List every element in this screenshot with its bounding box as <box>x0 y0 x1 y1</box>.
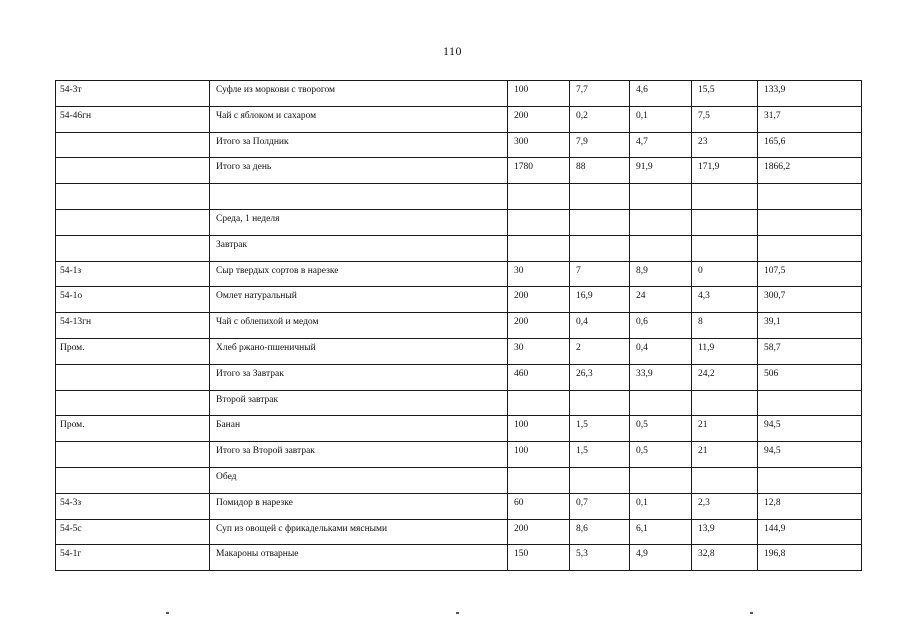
weight-cell <box>508 390 570 416</box>
fat-cell <box>630 209 692 235</box>
fat-cell <box>630 184 692 210</box>
protein-cell <box>570 467 630 493</box>
table-row <box>56 158 862 184</box>
dish-name-cell: Обед <box>210 467 508 493</box>
dish-name-cell: Помидор в нарезке <box>210 493 508 519</box>
dish-name-cell: Среда, 1 неделя <box>210 209 508 235</box>
carbs-cell: 15,5 <box>692 81 758 107</box>
energy-cell <box>758 209 862 235</box>
energy-cell: 107,5 <box>758 261 862 287</box>
table-row <box>56 364 862 390</box>
dish-name-cell: Сыр твердых сортов в нарезке <box>210 261 508 287</box>
table-row <box>56 132 862 158</box>
weight-cell: 1780 <box>508 158 570 184</box>
fat-cell: 0,5 <box>630 416 692 442</box>
protein-cell: 0,2 <box>570 106 630 132</box>
energy-cell: 94,5 <box>758 416 862 442</box>
weight-cell <box>508 184 570 210</box>
fat-cell: 91,9 <box>630 158 692 184</box>
dish-name-cell: Макароны отварные <box>210 545 508 571</box>
dish-name-cell: Итого за день <box>210 158 508 184</box>
dish-name-cell <box>210 184 508 210</box>
protein-cell: 2 <box>570 338 630 364</box>
weight-cell: 100 <box>508 81 570 107</box>
table-row <box>56 184 862 210</box>
protein-cell: 88 <box>570 158 630 184</box>
carbs-cell: 13,9 <box>692 519 758 545</box>
fat-cell: 4,9 <box>630 545 692 571</box>
fat-cell <box>630 467 692 493</box>
energy-cell <box>758 390 862 416</box>
page-number: 110 <box>442 44 463 58</box>
carbs-cell: 2,3 <box>692 493 758 519</box>
carbs-cell: 0 <box>692 261 758 287</box>
protein-cell <box>570 184 630 210</box>
protein-cell: 0,4 <box>570 313 630 339</box>
protein-cell: 5,3 <box>570 545 630 571</box>
weight-cell: 300 <box>508 132 570 158</box>
carbs-cell: 23 <box>692 132 758 158</box>
protein-cell: 7,7 <box>570 81 630 107</box>
weight-cell: 150 <box>508 545 570 571</box>
weight-cell: 460 <box>508 364 570 390</box>
dish-name-cell: Итого за Второй завтрак <box>210 442 508 468</box>
carbs-cell: 21 <box>692 416 758 442</box>
energy-cell: 196,8 <box>758 545 862 571</box>
table-row <box>56 261 862 287</box>
energy-cell: 12,8 <box>758 493 862 519</box>
energy-cell: 300,7 <box>758 287 862 313</box>
dish-name-cell: Хлеб ржано-пшеничный <box>210 338 508 364</box>
carbs-cell: 32,8 <box>692 545 758 571</box>
recipe-code-cell <box>56 235 210 261</box>
dish-name-cell: Завтрак <box>210 235 508 261</box>
dish-name-cell: Чай с облепихой и медом <box>210 313 508 339</box>
menu-table <box>55 80 862 571</box>
carbs-cell: 171,9 <box>692 158 758 184</box>
energy-cell: 94,5 <box>758 442 862 468</box>
weight-cell <box>508 209 570 235</box>
scan-mark <box>456 612 459 614</box>
protein-cell: 7,9 <box>570 132 630 158</box>
carbs-cell: 24,2 <box>692 364 758 390</box>
table-row <box>56 493 862 519</box>
weight-cell: 30 <box>508 261 570 287</box>
dish-name-cell: Банан <box>210 416 508 442</box>
weight-cell: 200 <box>508 287 570 313</box>
table-row <box>56 287 862 313</box>
energy-cell <box>758 184 862 210</box>
recipe-code-cell: 54-46гн <box>56 106 210 132</box>
dish-name-cell: Итого за Полдник <box>210 132 508 158</box>
energy-cell: 144,9 <box>758 519 862 545</box>
scan-mark <box>166 612 169 614</box>
protein-cell: 0,7 <box>570 493 630 519</box>
recipe-code-cell: 54-5с <box>56 519 210 545</box>
recipe-code-cell: 54-1о <box>56 287 210 313</box>
recipe-code-cell <box>56 184 210 210</box>
recipe-code-cell <box>56 390 210 416</box>
recipe-code-cell: Пром. <box>56 416 210 442</box>
recipe-code-cell <box>56 209 210 235</box>
protein-cell: 1,5 <box>570 416 630 442</box>
fat-cell: 33,9 <box>630 364 692 390</box>
carbs-cell: 8 <box>692 313 758 339</box>
recipe-code-cell: 54-1з <box>56 261 210 287</box>
dish-name-cell: Суфле из моркови с творогом <box>210 81 508 107</box>
carbs-cell: 21 <box>692 442 758 468</box>
weight-cell: 30 <box>508 338 570 364</box>
fat-cell: 4,6 <box>630 81 692 107</box>
recipe-code-cell: 54-1г <box>56 545 210 571</box>
carbs-cell <box>692 390 758 416</box>
protein-cell: 7 <box>570 261 630 287</box>
recipe-code-cell: 54-13гн <box>56 313 210 339</box>
weight-cell: 200 <box>508 313 570 339</box>
carbs-cell <box>692 209 758 235</box>
energy-cell <box>758 235 862 261</box>
menu-table-body <box>56 81 862 571</box>
energy-cell: 31,7 <box>758 106 862 132</box>
table-row <box>56 338 862 364</box>
carbs-cell <box>692 184 758 210</box>
dish-name-cell: Чай с яблоком и сахаром <box>210 106 508 132</box>
fat-cell <box>630 235 692 261</box>
table-row <box>56 442 862 468</box>
protein-cell <box>570 235 630 261</box>
recipe-code-cell: Пром. <box>56 338 210 364</box>
fat-cell: 0,5 <box>630 442 692 468</box>
fat-cell: 0,1 <box>630 106 692 132</box>
energy-cell: 165,6 <box>758 132 862 158</box>
scan-mark <box>750 612 753 614</box>
fat-cell: 0,4 <box>630 338 692 364</box>
protein-cell: 1,5 <box>570 442 630 468</box>
recipe-code-cell: 54-3з <box>56 493 210 519</box>
table-row <box>56 519 862 545</box>
recipe-code-cell: 54-3т <box>56 81 210 107</box>
dish-name-cell: Омлет натуральный <box>210 287 508 313</box>
energy-cell <box>758 467 862 493</box>
dish-name-cell: Суп из овощей с фрикадельками мясными <box>210 519 508 545</box>
fat-cell: 0,1 <box>630 493 692 519</box>
fat-cell <box>630 390 692 416</box>
energy-cell: 133,9 <box>758 81 862 107</box>
carbs-cell: 11,9 <box>692 338 758 364</box>
weight-cell <box>508 235 570 261</box>
table-row <box>56 81 862 107</box>
protein-cell: 16,9 <box>570 287 630 313</box>
recipe-code-cell <box>56 158 210 184</box>
fat-cell: 0,6 <box>630 313 692 339</box>
dish-name-cell: Второй завтрак <box>210 390 508 416</box>
dish-name-cell: Итого за Завтрак <box>210 364 508 390</box>
energy-cell: 506 <box>758 364 862 390</box>
weight-cell: 200 <box>508 519 570 545</box>
protein-cell <box>570 209 630 235</box>
table-row <box>56 467 862 493</box>
energy-cell: 39,1 <box>758 313 862 339</box>
table-row <box>56 416 862 442</box>
fat-cell: 4,7 <box>630 132 692 158</box>
recipe-code-cell <box>56 364 210 390</box>
protein-cell: 26,3 <box>570 364 630 390</box>
fat-cell: 8,9 <box>630 261 692 287</box>
carbs-cell <box>692 467 758 493</box>
table-row <box>56 106 862 132</box>
carbs-cell: 4,3 <box>692 287 758 313</box>
recipe-code-cell <box>56 467 210 493</box>
weight-cell: 100 <box>508 416 570 442</box>
weight-cell: 200 <box>508 106 570 132</box>
fat-cell: 24 <box>630 287 692 313</box>
protein-cell <box>570 390 630 416</box>
energy-cell: 1866,2 <box>758 158 862 184</box>
recipe-code-cell <box>56 442 210 468</box>
protein-cell: 8,6 <box>570 519 630 545</box>
table-row <box>56 313 862 339</box>
table-row <box>56 235 862 261</box>
table-row <box>56 209 862 235</box>
fat-cell: 6,1 <box>630 519 692 545</box>
carbs-cell <box>692 235 758 261</box>
weight-cell <box>508 467 570 493</box>
carbs-cell: 7,5 <box>692 106 758 132</box>
table-row <box>56 390 862 416</box>
table-row <box>56 545 862 571</box>
weight-cell: 60 <box>508 493 570 519</box>
recipe-code-cell <box>56 132 210 158</box>
weight-cell: 100 <box>508 442 570 468</box>
energy-cell: 58,7 <box>758 338 862 364</box>
